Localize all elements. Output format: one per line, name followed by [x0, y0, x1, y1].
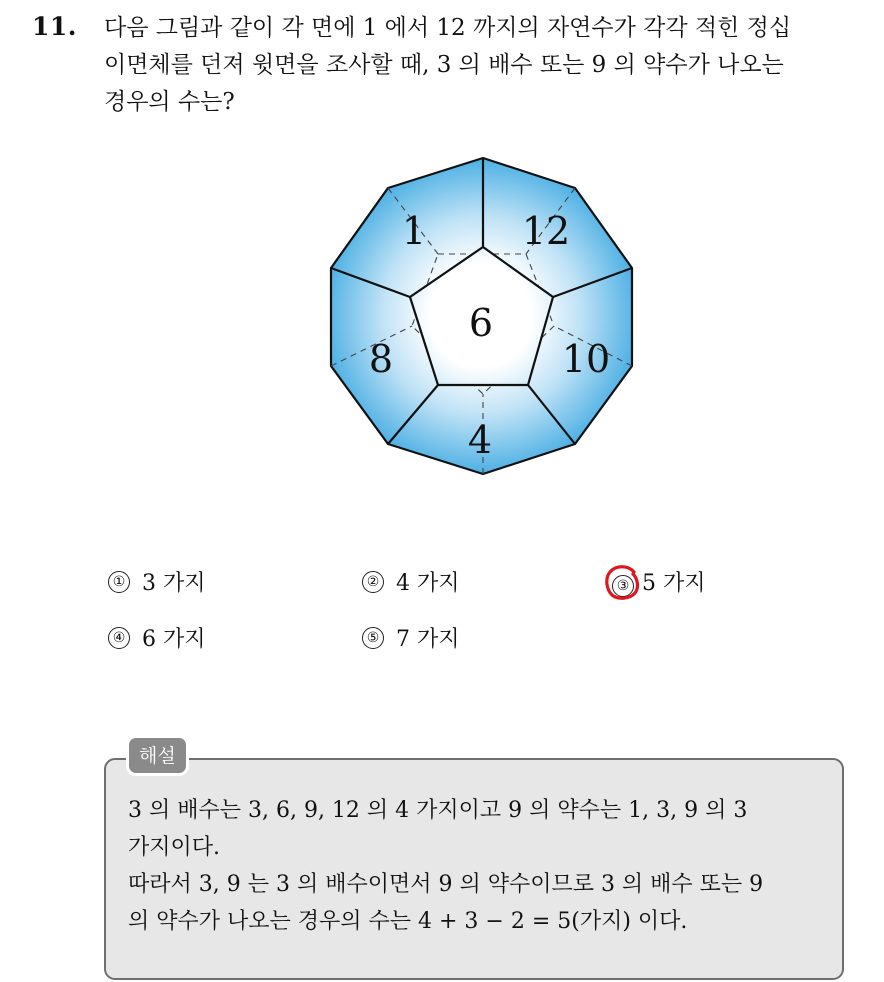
solution-box [104, 758, 844, 980]
choice-symbol: ③ [612, 575, 634, 597]
choice-text: 3 가지 [142, 571, 206, 596]
dodecahedron-figure [326, 156, 636, 478]
face-number-top-left: 1 [401, 209, 427, 253]
face-number-top-right: 12 [521, 209, 571, 253]
choice-symbol: ⑤ [362, 627, 384, 649]
choice-symbol: ④ [108, 627, 130, 649]
face-number-bottom: 4 [467, 418, 493, 462]
face-number-left: 8 [368, 337, 394, 381]
question-text [104, 10, 864, 121]
choice-4[interactable] [108, 622, 206, 653]
choice-2[interactable] [362, 566, 460, 597]
solution-label: 해설 [129, 738, 186, 773]
choice-text: 5 가지 [642, 571, 706, 596]
solution-line: 3 의 배수는 3, 6, 9, 12 의 4 가지이고 9 의 약수는 1, 3, 9 의 3 [128, 798, 748, 823]
choice-text: 7 가지 [396, 627, 460, 652]
face-number-center: 6 [468, 301, 494, 345]
solution-line: 따라서 3, 9 는 3 의 배수이면서 9 의 약수이므로 3 의 배수 또는 9 [128, 872, 764, 897]
solution-line: 가지이다. [128, 835, 221, 860]
choice-symbol: ① [108, 571, 130, 593]
question-line: 다음 그림과 같이 각 면에 1 에서 12 까지의 자연수가 각각 적힌 정십 [104, 15, 792, 41]
question-line: 이면체를 던져 윗면을 조사할 때, 3 의 배수 또는 9 의 약수가 나오는 [104, 52, 784, 78]
answer-choices [108, 562, 848, 662]
choice-symbol: ② [362, 571, 384, 593]
choice-3[interactable] [612, 566, 706, 597]
question-number: 11. [32, 12, 77, 41]
choice-1[interactable] [108, 566, 206, 597]
question-line: 경우의 수는? [104, 89, 235, 115]
choice-text: 4 가지 [396, 571, 460, 596]
face-number-right: 10 [561, 337, 611, 381]
choice-5[interactable] [362, 622, 460, 653]
solution-line: 의 약수가 나오는 경우의 수는 4 + 3 − 2 = 5(가지) 이다. [128, 909, 688, 934]
choice-text: 6 가지 [142, 627, 206, 652]
